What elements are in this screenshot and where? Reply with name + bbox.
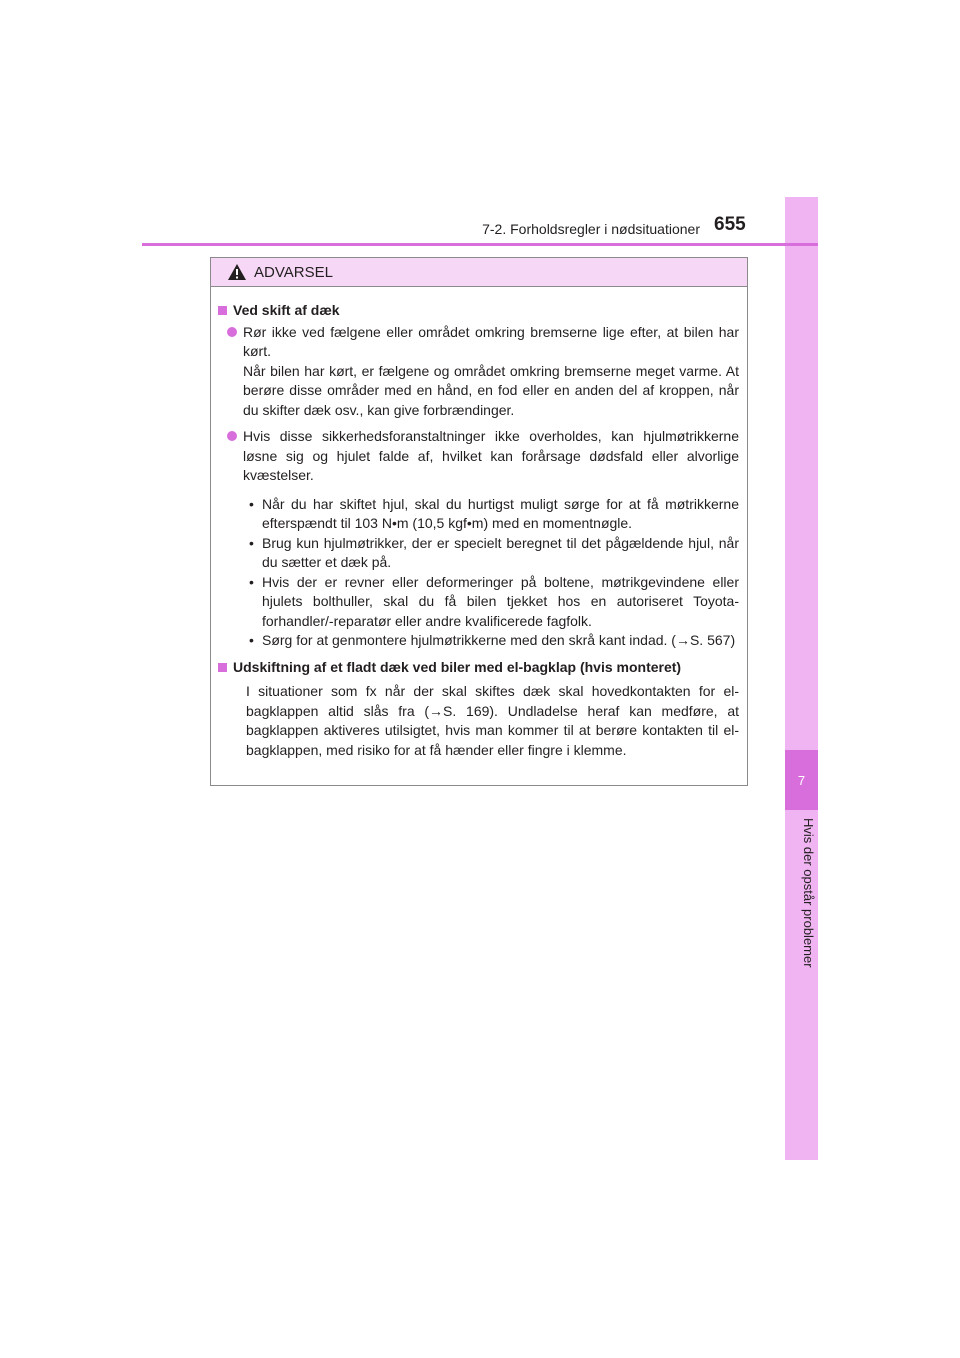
header-rule — [142, 243, 818, 246]
chapter-number-tab: 7 — [785, 750, 818, 810]
warning-triangle-icon — [227, 263, 247, 281]
square-bullet-icon — [218, 663, 227, 672]
chapter-side-tab — [785, 197, 818, 1160]
section-heading — [216, 301, 739, 321]
page-number: 655 — [714, 214, 746, 235]
section-title: 7-2. Forholdsregler i nødsituationer — [482, 221, 700, 237]
warning-header — [211, 258, 747, 287]
section-paragraph: I situationer som fx når der skal skiftes dæk skal hovedkontakten for el-bagklappen altid slås fra (→S. 169). Undladelse heraf kan medføre, at bagklappen aktiveres utilsigtet, hvis man kommer til at berøre kontakten til el-bagklappen, med risiko for at få hænder eller fingre i klemme. — [246, 683, 739, 758]
section-heading — [216, 658, 739, 678]
chapter-side-label: Hvis der opstår problemer — [801, 818, 816, 968]
sub-list-item: • Sørg for at genmontere hjulmøtrikkerne med den skrå kant indad. (→S. 567) — [249, 632, 736, 648]
circle-bullet-icon — [227, 431, 237, 441]
list-item — [227, 427, 739, 486]
list-item — [227, 323, 739, 421]
bullet-text: Når bilen har kørt, er fælgene og området omkring bremserne meget varme. At berøre disse områder med en hånd, en fod eller en anden del af kroppen, når du skifter dæk osv., kan give forbrændinger. — [243, 362, 739, 418]
bullet-text: Rør ikke ved fælgene eller området omkring bremserne lige efter, at bilen har kørt. — [243, 323, 739, 359]
warning-body — [211, 287, 747, 760]
sub-list-item: • Brug kun hjulmøtrikker, der er specielt beregnet til det pågældende hjul, når du sætter et dæk på. — [249, 534, 739, 570]
warning-title: ADVARSEL — [254, 263, 333, 281]
bullet-text: Hvis disse sikkerhedsforanstaltninger ikke overholdes, kan hjulmøtrikkerne løsne sig og hjulet falde af, hvilket kan forårsage dødsfald eller alvorlige kvæstelser. — [243, 428, 739, 483]
sub-list-item: • Når du har skiftet hjul, skal du hurtigst muligt sørge for at få møtrikkerne efterspændt til 103 N•m (10,5 kgf•m) med en momentnøgle. — [249, 495, 739, 531]
circle-bullet-icon — [227, 327, 237, 337]
square-bullet-icon — [218, 306, 227, 315]
warning-box — [210, 257, 748, 786]
section-heading-text: Udskiftning af et fladt dæk ved biler med el-bagklap (hvis monteret) — [233, 658, 682, 675]
sub-list-item: • Hvis der er revner eller deformeringer på boltene, møtrikgevindene eller hjulets bolthuller, skal du få bilen tjekket hos en autoriseret Toyota-forhandler/-reparatør eller andre kvalificerede fagfolk. — [249, 573, 739, 629]
section-heading-text: Ved skift af dæk — [233, 302, 340, 318]
sub-list — [249, 495, 739, 651]
